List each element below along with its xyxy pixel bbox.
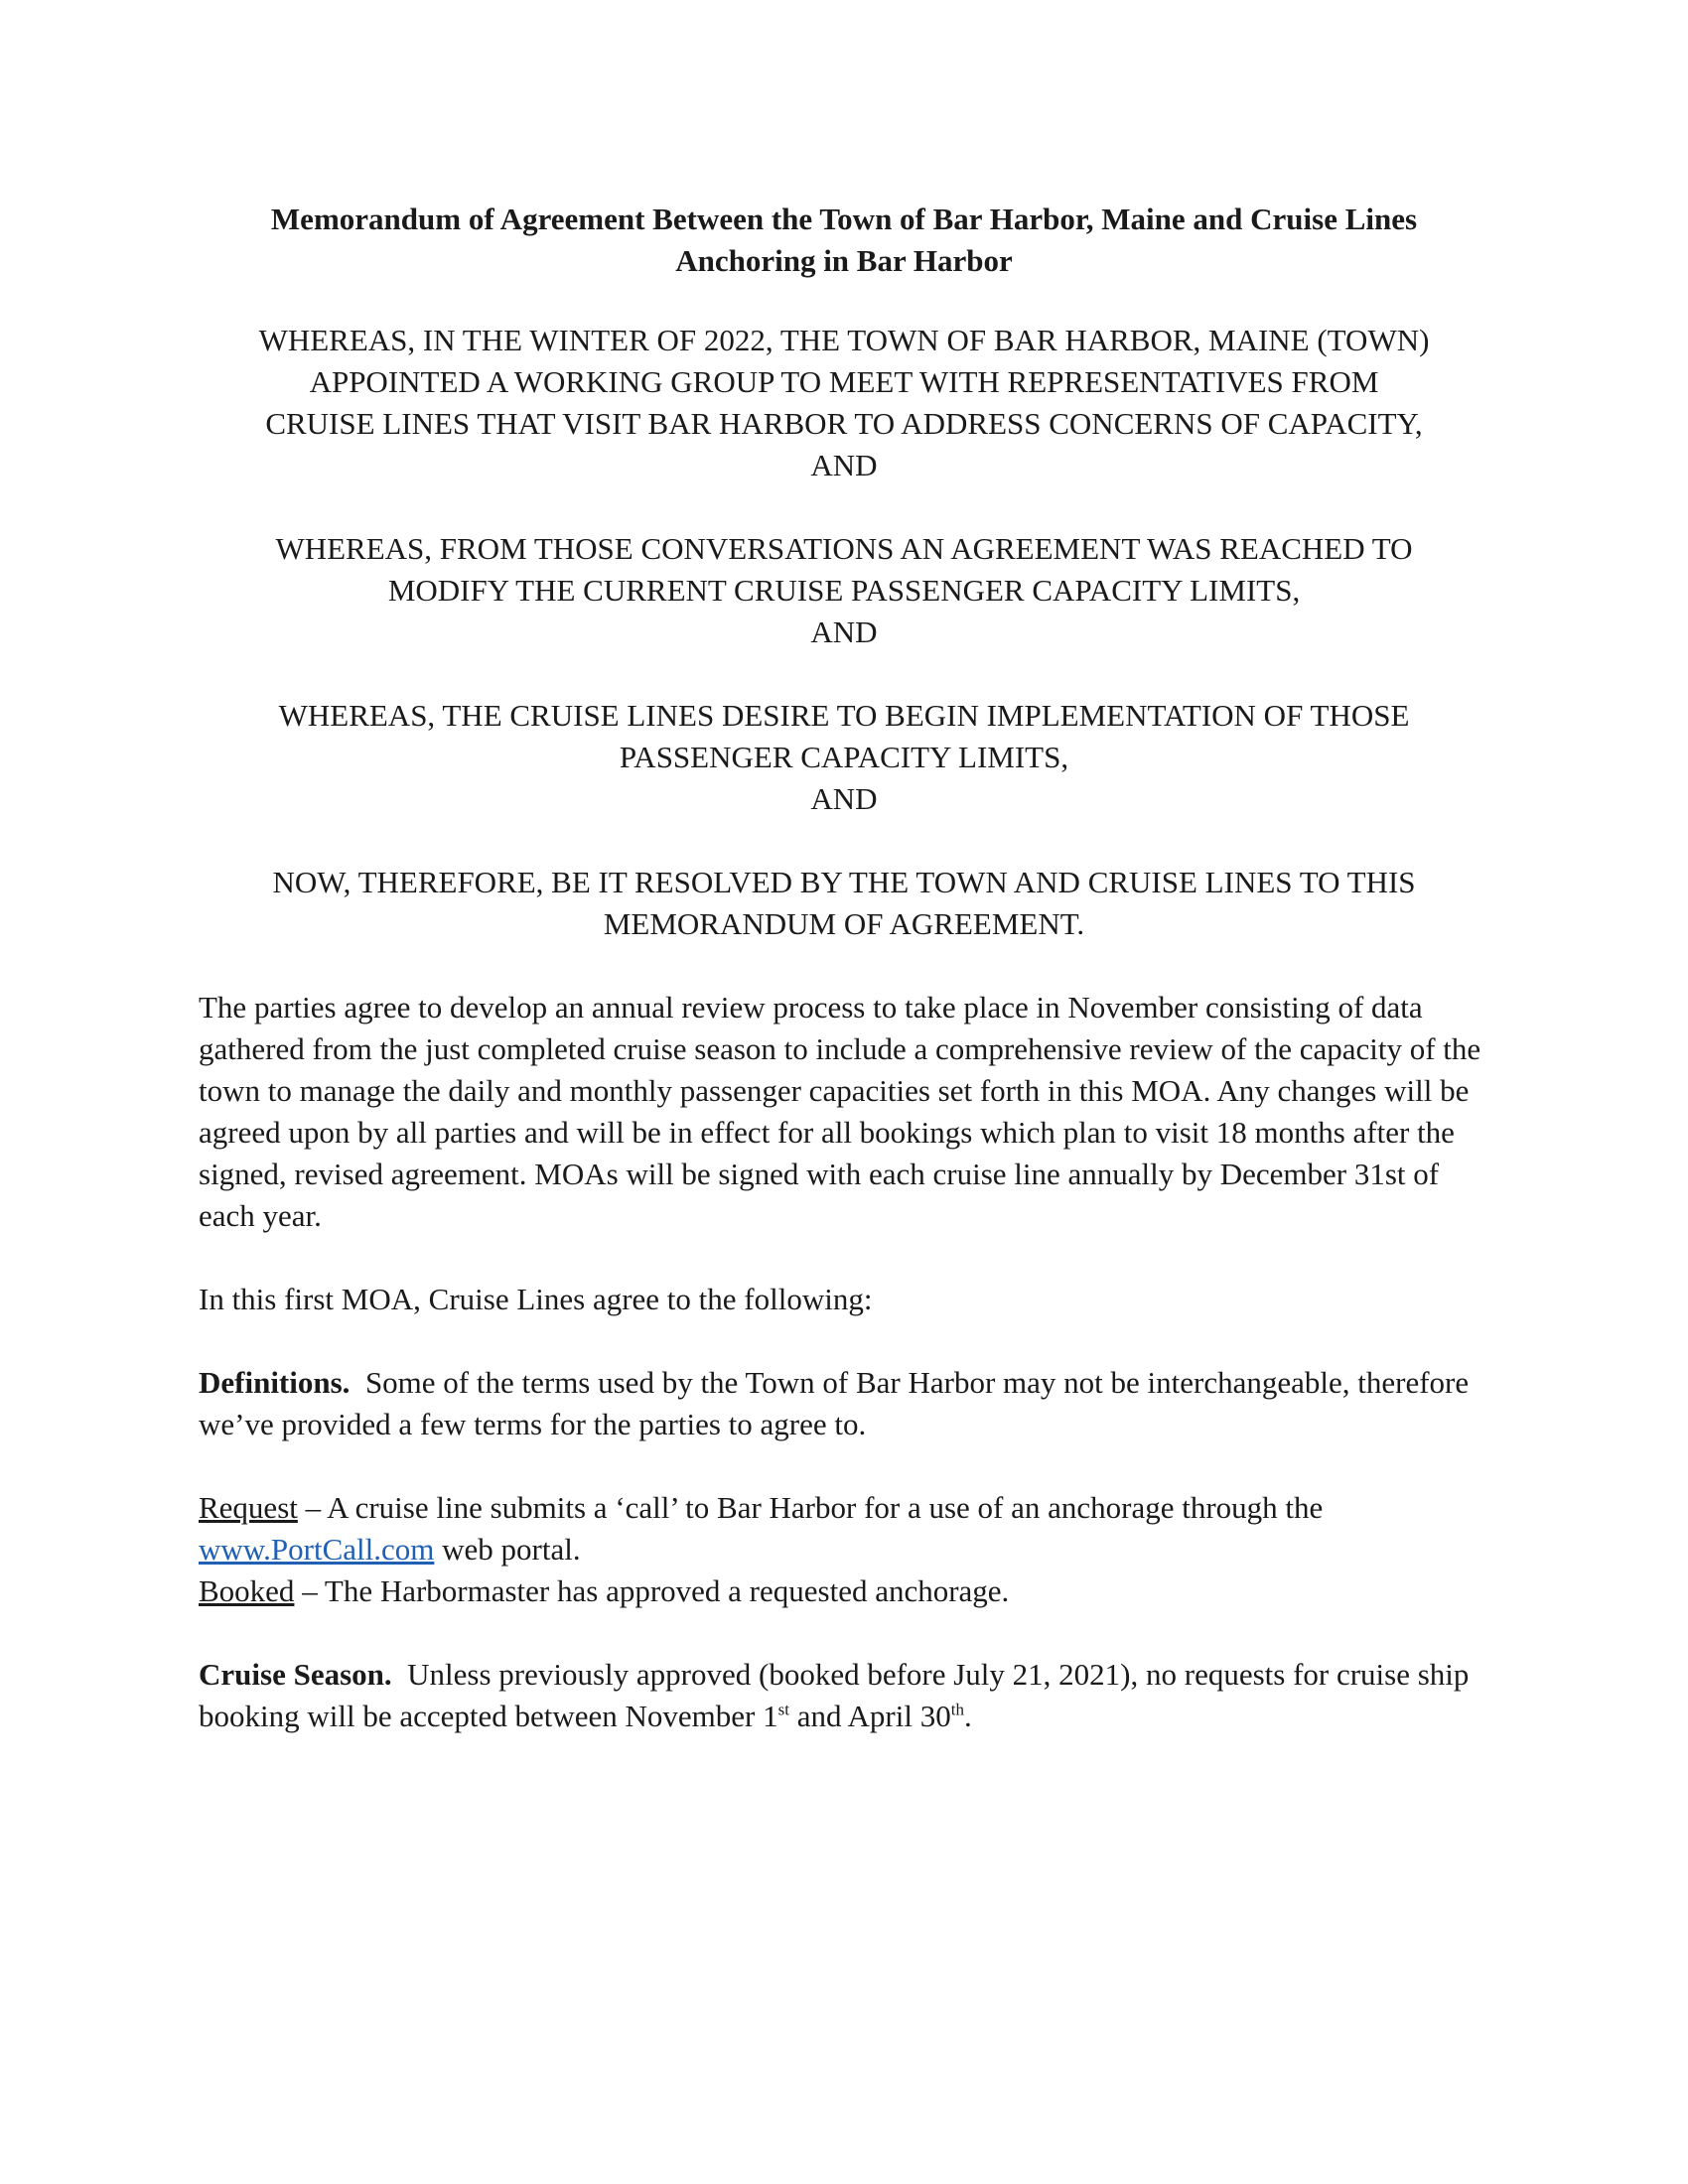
request-text-after: web portal. bbox=[434, 1532, 581, 1567]
request-term: Request bbox=[199, 1490, 298, 1525]
cruise-season-text-middle: and April 30 bbox=[788, 1699, 951, 1733]
cruise-season-heading: Cruise Season. bbox=[199, 1657, 392, 1692]
booked-term: Booked bbox=[199, 1573, 295, 1608]
ordinal-st: st bbox=[777, 1700, 789, 1719]
title-line-1: Memorandum of Agreement Between the Town of Bar Harbor, Maine and Cruise Lines bbox=[270, 202, 1418, 236]
title-line-2: Anchoring in Bar Harbor bbox=[675, 243, 1013, 278]
definitions-text: Some of the terms used by the Town of Bar Harbor may not be interchangeable, therefore we’ve provided a few terms for the parties to agree to. bbox=[199, 1365, 1470, 1441]
cruise-season-text-before: Unless previously approved (booked before July 21, 2021), no requests for cruise ship booking will be accepted between November 1 bbox=[199, 1657, 1470, 1733]
first-moa-intro: In this first MOA, Cruise Lines agree to the following: bbox=[199, 1282, 873, 1316]
cruise-season-paragraph bbox=[199, 1654, 1499, 1737]
whereas-clause-1: WHEREAS, IN THE WINTER OF 2022, THE TOWN OF BAR HARBOR, MAINE (TOWN) APPOINTED A WORKING GROUP TO MEET WITH REPRESENTATIVES FROM CRUISE LINES THAT VISIT BAR HARBOR TO ADDRESS CONCERNS OF CAPACITY, AND bbox=[258, 323, 1430, 482]
resolution-clause: NOW, THEREFORE, BE IT RESOLVED BY THE TOWN AND CRUISE LINES TO THIS MEMORANDUM OF AGREEMENT. bbox=[272, 865, 1416, 941]
request-text-before: – A cruise line submits a ‘call’ to Bar Harbor for a use of an anchorage through the bbox=[297, 1490, 1324, 1525]
ordinal-th: th bbox=[950, 1700, 964, 1719]
definitions-paragraph bbox=[199, 1362, 1499, 1445]
booked-text: – The Harbormaster has approved a requested anchorage. bbox=[294, 1573, 1010, 1608]
request-definition bbox=[199, 1487, 1499, 1570]
portcall-link[interactable]: www.PortCall.com bbox=[199, 1532, 435, 1567]
annual-review-paragraph: The parties agree to develop an annual review process to take place in November consisting of data gathered from the just completed cruise season to include a comprehensive review of the capacity of the town to manage the daily and monthly passenger capacities set forth in this MOA. Any changes will be agreed upon by all parties and will be in effect for all bookings which plan to visit 18 months after the signed, revised agreement. MOAs will be signed with each cruise line annually by December 31st of each year. bbox=[199, 990, 1481, 1233]
whereas-clause-2: WHEREAS, FROM THOSE CONVERSATIONS AN AGREEMENT WAS REACHED TO MODIFY THE CURRENT CRUISE PASSENGER CAPACITY LIMITS, AND bbox=[275, 531, 1413, 649]
cruise-season-text-after: . bbox=[963, 1699, 972, 1733]
whereas-clause-3: WHEREAS, THE CRUISE LINES DESIRE TO BEGIN IMPLEMENTATION OF THOSE PASSENGER CAPACITY LIMITS, AND bbox=[278, 698, 1410, 816]
booked-definition bbox=[199, 1570, 1499, 1612]
definitions-heading: Definitions. bbox=[199, 1365, 351, 1400]
document-title bbox=[199, 199, 1489, 282]
